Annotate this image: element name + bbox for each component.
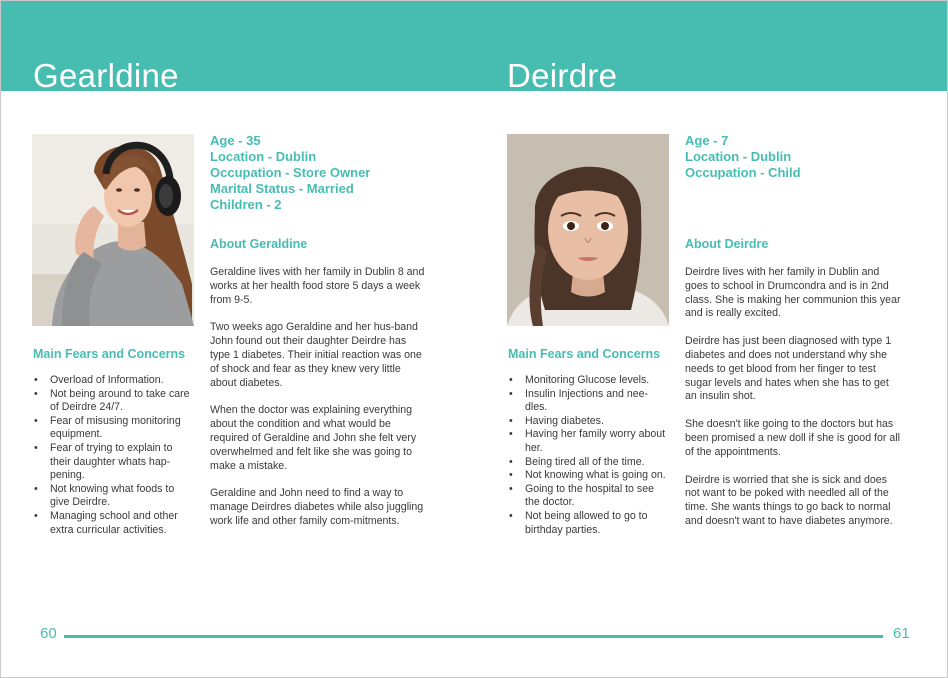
- fears-list-left: [33, 374, 193, 537]
- fact-location: Location - Dublin: [685, 149, 792, 164]
- persona-facts-right: [685, 133, 801, 181]
- fears-list-right: [508, 374, 668, 537]
- list-item: • Insulin Injections and nee-dles.: [508, 388, 668, 415]
- list-item: • Not being around to take care of Deirdre 24/7.: [33, 388, 193, 415]
- about-body-left: [210, 266, 428, 543]
- list-item: • Fear of misusing monitoring equipment.: [33, 415, 193, 442]
- persona-name-right: Deirdre: [507, 57, 618, 94]
- page-number-right: 61: [893, 625, 910, 642]
- about-paragraph: Two weeks ago Geraldine and her hus-band John found out their daughter Deirdre has type 1 diabetes. Their initial reaction was one of shock and fear as they knew very little about diabetes.: [210, 321, 422, 389]
- list-item: • Being tired all of the time.: [508, 456, 668, 470]
- list-item: • Managing school and other extra curricular activities.: [33, 510, 193, 537]
- about-heading-right: About Deirdre: [685, 237, 769, 251]
- list-item: • Having her family worry about her.: [508, 428, 668, 455]
- persona-name-left: Gearldine: [33, 57, 179, 94]
- fact-children: Children - 2: [210, 197, 282, 212]
- woman-with-headphones-photo: [32, 134, 194, 326]
- about-paragraph: Geraldine and John need to find a way to manage Deirdres diabetes while also juggling work life and other family com-mitments.: [210, 487, 424, 527]
- list-item: • Having diabetes.: [508, 415, 668, 429]
- about-paragraph: Geraldine lives with her family in Dublin 8 and works at her health food store 5 days a week from 9-5.: [210, 266, 425, 306]
- fact-age: Age - 35: [210, 133, 261, 148]
- footer-divider: [64, 635, 883, 638]
- list-item: • Overload of Information.: [33, 374, 193, 388]
- list-item: • Going to the hospital to see the doctor.: [508, 483, 668, 510]
- fact-marital-status: Marital Status - Married: [210, 181, 354, 196]
- about-paragraph: Deirdre lives with her family in Dublin and goes to school in Drumcondra and is in 2nd class. She is making her communion this year and is really excited.: [685, 266, 901, 320]
- fact-occupation: Occupation - Child: [685, 165, 801, 180]
- list-item: • Not knowing what is going on.: [508, 469, 668, 483]
- fact-location: Location - Dublin: [210, 149, 317, 164]
- persona-facts-left: [210, 133, 370, 213]
- about-heading-left: About Geraldine: [210, 237, 308, 251]
- fact-occupation: Occupation - Store Owner: [210, 165, 371, 180]
- list-item: • Fear of trying to explain to their daughter whats hap-pening.: [33, 442, 193, 483]
- fears-heading-left: Main Fears and Concerns: [33, 347, 186, 361]
- about-paragraph: Deirdre has just been diagnosed with type 1 diabetes and does not understand why she needs to get blood from her finger to test sugar levels and hates when she has to get an insulin shot.: [685, 335, 892, 403]
- about-body-right: [685, 266, 903, 543]
- about-paragraph: When the doctor was explaining everything about the condition and what would be required of Geraldine and John she felt very overwhelmed and felt like she was going to make a mistake.: [210, 404, 417, 472]
- list-item: • Monitoring Glucose levels.: [508, 374, 668, 388]
- about-paragraph: She doesn't like going to the doctors but has been promised a new doll if she is good for all of the appointments.: [685, 418, 900, 458]
- about-paragraph: Deirdre is worried that she is sick and does not want to be poked with needled all of the time. She wants things to go back to normal and doesn't want to have diabetes anymore.: [685, 473, 893, 527]
- fears-heading-right: Main Fears and Concerns: [508, 347, 661, 361]
- list-item: • Not being allowed to go to birthday parties.: [508, 510, 668, 537]
- list-item: • Not knowing what foods to give Deirdre.: [33, 483, 193, 510]
- page-number-left: 60: [40, 625, 57, 642]
- young-girl-portrait-photo: [507, 134, 669, 326]
- fact-age: Age - 7: [685, 133, 729, 148]
